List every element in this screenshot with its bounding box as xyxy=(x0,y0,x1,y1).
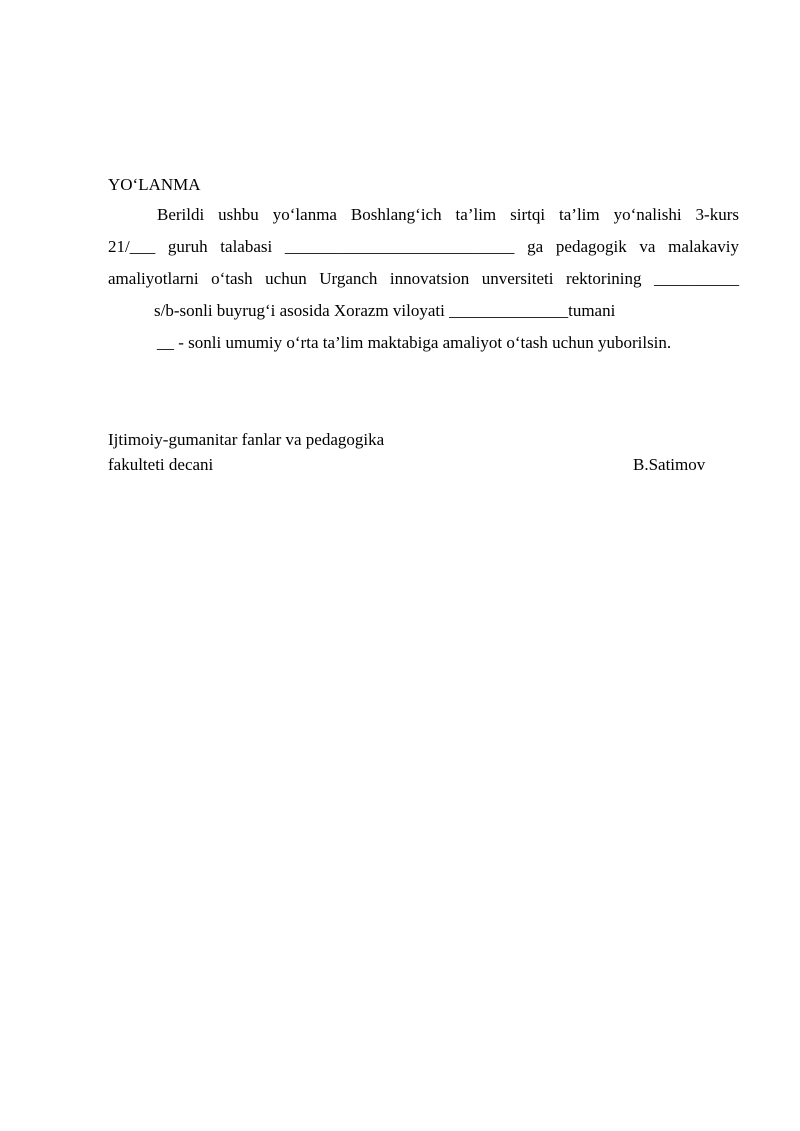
body-line-2: 21/___ guruh talabasi ___________________________ ga pedagogik va malakaviy xyxy=(108,237,739,256)
body-line-3: amaliyotlarni o‘tash uchun Urganch innovatsion unversiteti rektorining __________ xyxy=(108,269,739,288)
signature-name: B.Satimov xyxy=(633,455,706,474)
document-title: YO‘LANMA xyxy=(108,175,201,194)
body-line-1: Berildi ushbu yo‘lanma Boshlang‘ich ta’lim sirtqi ta’lim yo‘nalishi 3-kurs xyxy=(157,205,739,224)
body-line-5: __ - sonli umumiy o‘rta ta’lim maktabiga amaliyot o‘tash uchun yuborilsin. xyxy=(157,333,672,352)
signature-position-line-2: fakulteti decani xyxy=(108,455,214,474)
body-line-4: s/b-sonli buyrug‘i asosida Xorazm viloyati ______________tumani xyxy=(154,301,616,320)
signature-position-line-1: Ijtimoiy-gumanitar fanlar va pedagogika xyxy=(108,430,385,449)
